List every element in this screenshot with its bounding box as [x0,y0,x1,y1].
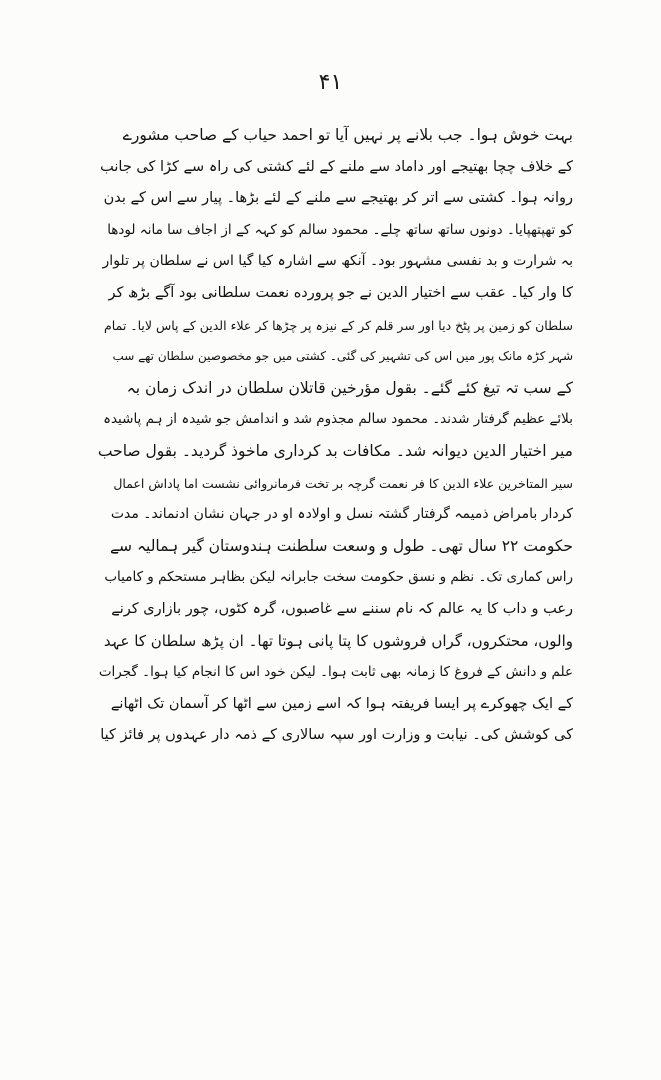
text-line: علم و دانش کے فروغ کا زمانہ بھی ثابت ہوا۔ لیکن خود اس کا انجام کیا ہوا۔ گجرات [98,664,573,681]
text-line: بہت خوش ہوا۔ جب بلانے پر نہیں آیا تو احمد حیاب کے صاحب مشورے [122,126,573,144]
text-line: سلطان کو زمین پر پٹخ دیا اور سر قلم کر کے نیزہ پر چڑھا کر علاء الدین کے پاس لایا۔ تمام [104,317,573,333]
text-line: رعب و داب کا یہ عالم کہ نام سننے سے غاصبوں، گرہ کٹوں، چور بازاری کرنے [111,600,573,617]
text-line: کے ایک چھوکرے پر ایسا فریفتہ ہوا کہ اسے زمین سے اٹھا کر آسمان تک اٹھانے [110,695,573,712]
text-line: حکومت ۲۲ سال تھی۔ طول و وسعت سلطنت ہندوستان گیر ہمالیہ سے [109,536,573,555]
text-line: کا وار کیا۔ عقب سے اختیار الدین نے جو پرورده نعمت سلطانی بود آگے بڑھ کر [108,284,573,301]
text-line: والوں، محتکروں، گراں فروشوں کا پتا پانی ہوتا تھا۔ ان پڑھ سلطان کا عہد [103,631,573,650]
page-number: ۴۱ [318,70,343,95]
text-line: کو تھپتھپایا۔ دونوں ساتھ ساتھ چلے۔ محمود سالم کو کہہ کے از اجاف سا مانہ لودھا [107,221,573,238]
text-line: بلائے عظیم گرفتار شدند۔ محمود سالم مجذوم شد و اندامش جو شیدہ از ہم پاشیدہ [103,411,573,428]
text-line: کے خلاف چچا بھتیجے اور داماد سے ملنے کے لئے کشتی کی راہ سے کڑا کی جانب [100,158,573,175]
text-line: کردار بامراض ذمیمہ گرفتار گشتہ نسل و اولادہ او در جہان نشان ادنماند۔ مدت [110,506,573,523]
text-line: کی کوشش کی۔ نیابت و وزارت اور سپہ سالاری کے ذمہ دار عہدوں پر فائز کیا [100,727,573,744]
text-line: سیر المتاخرین علاء الدین کا فر نعمت گرچہ بر تخت فرمانروائی نشست اما پاداش اعمال [113,475,573,491]
text-line: کے سب تہ تیغ کئے گئے۔ بقول مؤرخین قاتلان سلطان در اندک زمان بہ [126,378,573,397]
text-line: میر اختیار الدین دیوانہ شد۔ مکافات بد کرداری ماخوذ گردید۔ بقول صاحب [98,441,573,460]
text-line: بہ شرارت و بد نفسی مشہور بود۔ آنکھ سے اشارہ کیا گیا اس نے سلطان پر تلوار [102,253,573,270]
text-line: راس کماری تک۔ نظم و نسق حکومت سخت جابرانہ لیکن بظاہر مستحکم و کامیاب [104,569,573,586]
text-line: شہر کڑہ مانک پور میں اس کی تشہیر کی گئی۔ کشتی میں جو مخصوصین سلطان تھے سب [112,349,573,364]
handwritten-text-block [98,120,573,752]
text-line: روانہ ہوا۔ کشتی سے اتر کر بھتیجے سے ملنے کے لئے بڑھا۔ پیار سے اس کے بدن [103,190,573,207]
